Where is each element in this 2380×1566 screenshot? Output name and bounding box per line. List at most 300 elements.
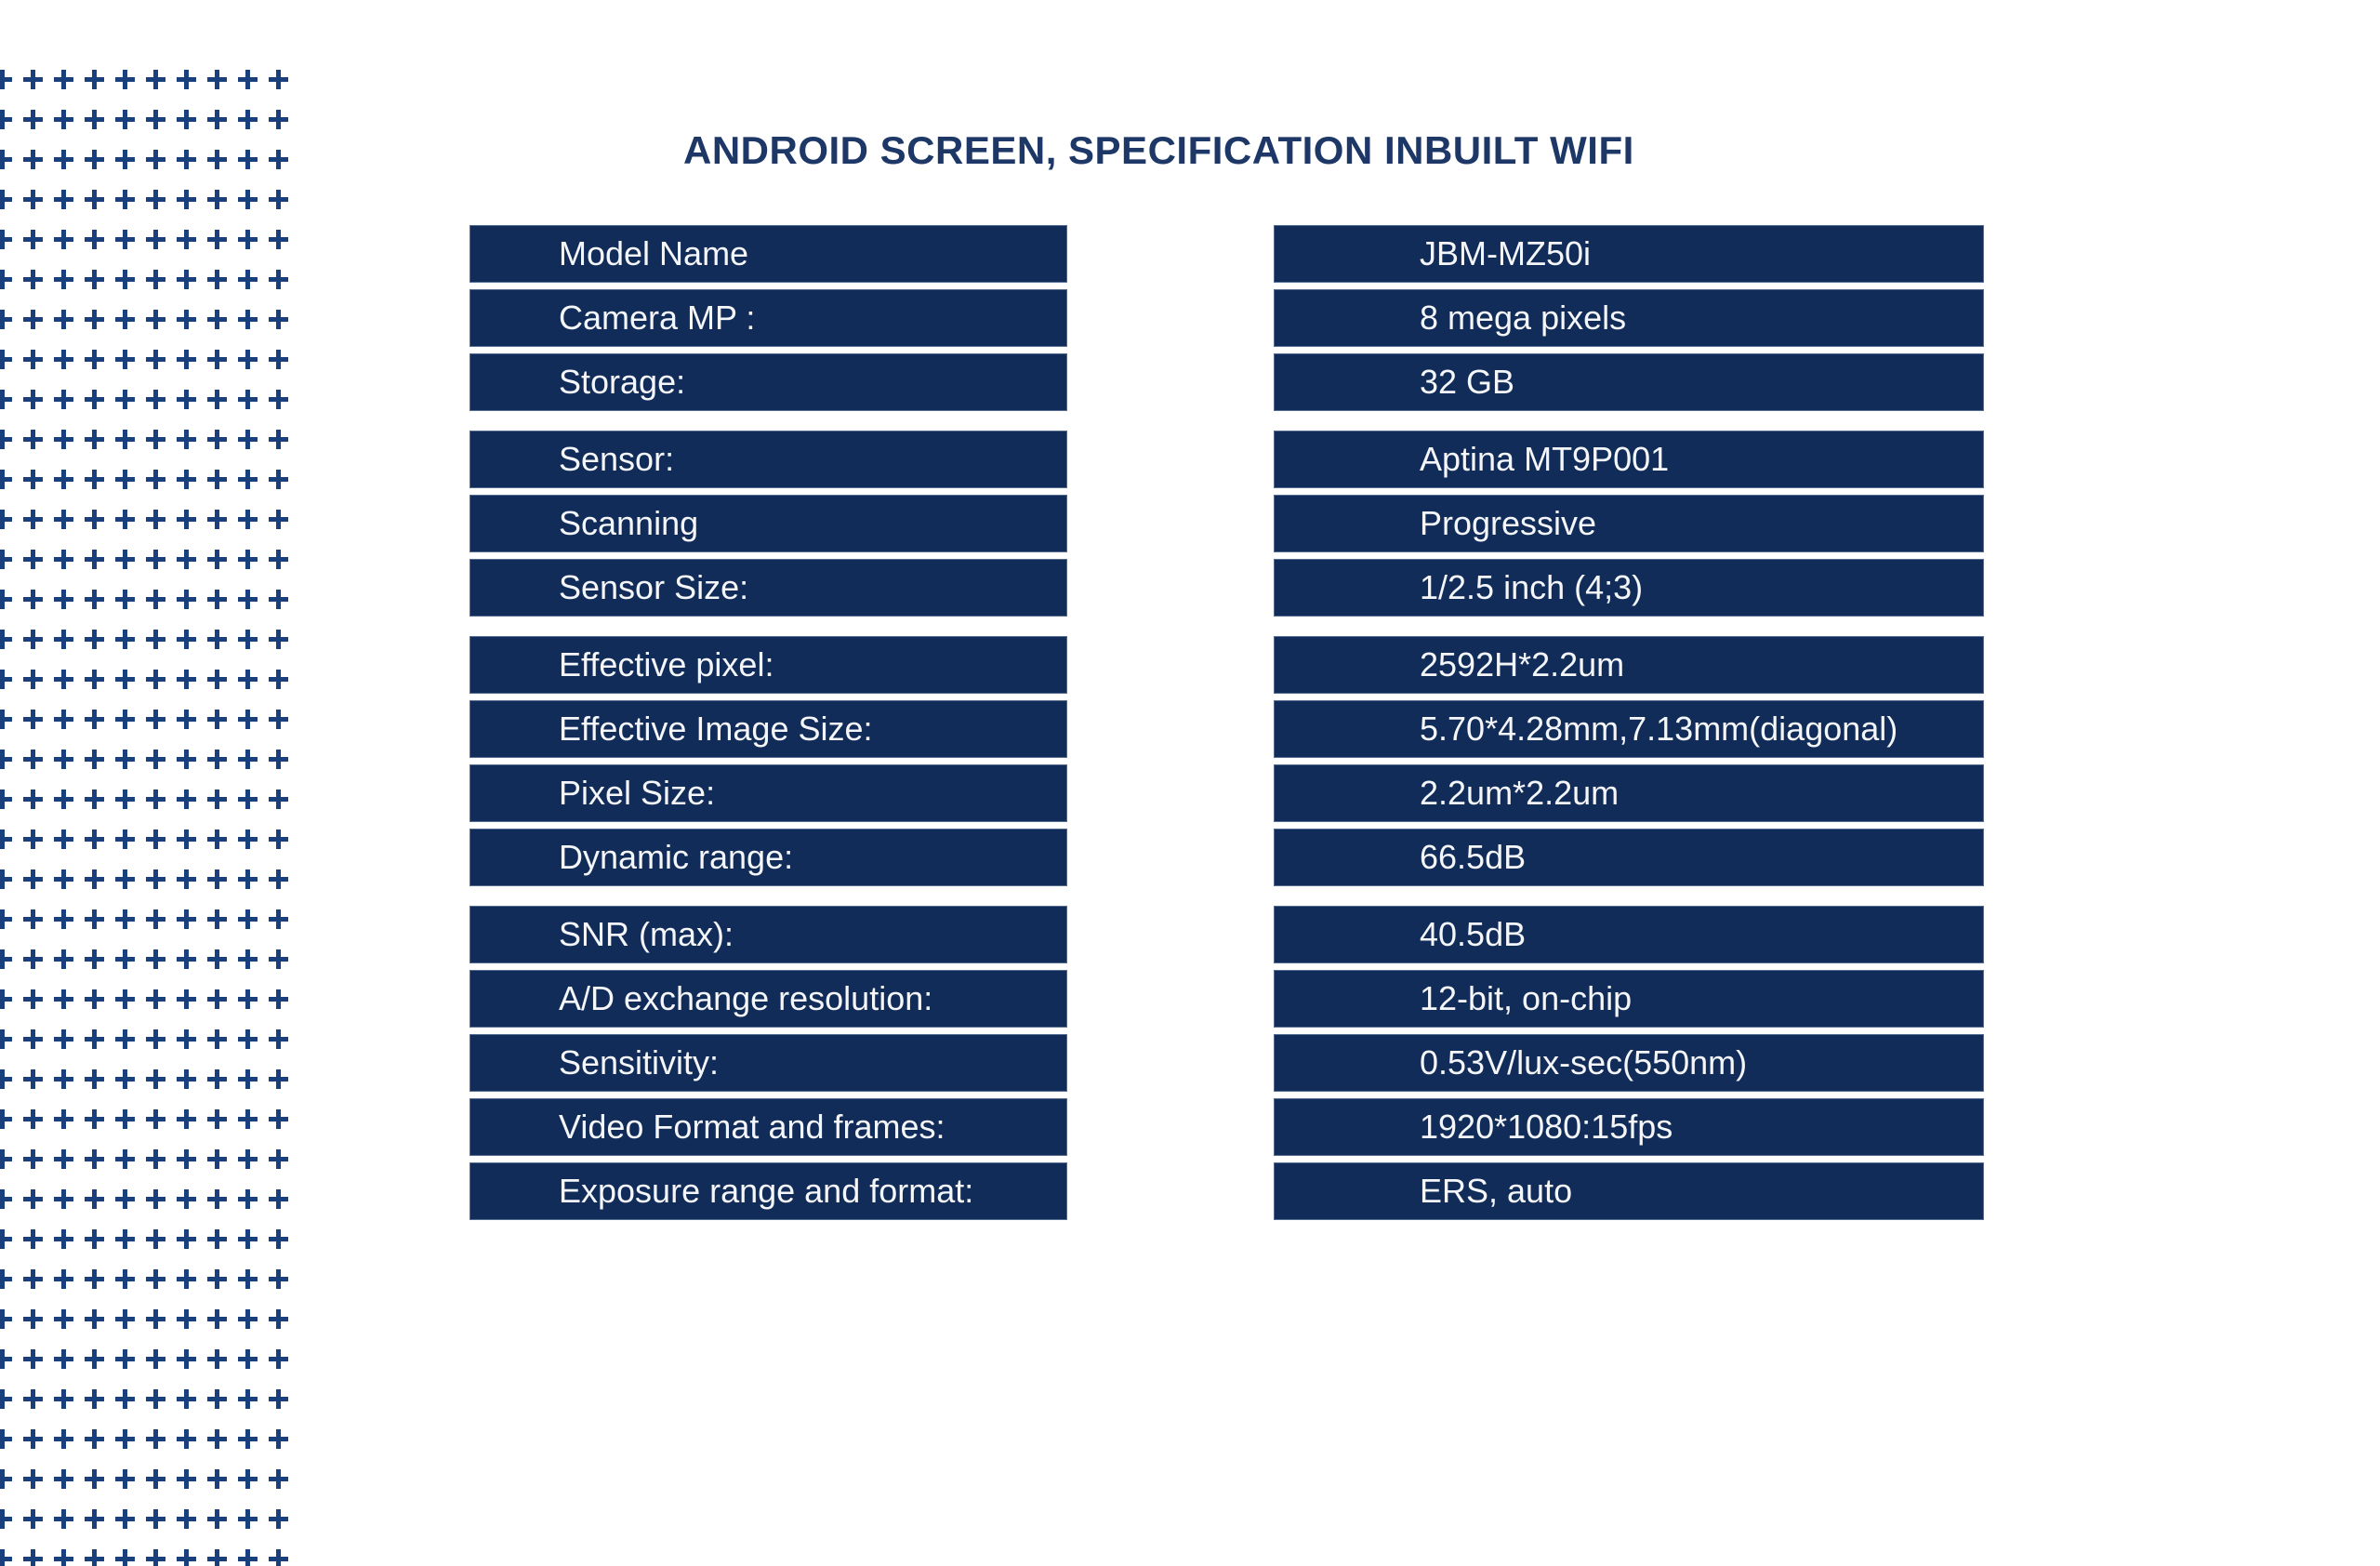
plus-icon	[54, 1469, 73, 1489]
plus-cell	[48, 939, 79, 979]
plus-icon	[115, 510, 135, 529]
plus-icon	[23, 1429, 43, 1449]
plus-icon	[23, 829, 43, 849]
plus-icon	[207, 1349, 227, 1369]
plus-icon	[23, 1029, 43, 1049]
plus-cell	[0, 379, 18, 419]
plus-cell	[110, 1499, 140, 1539]
plus-cell	[18, 779, 48, 819]
plus-icon	[269, 1509, 288, 1529]
plus-cell	[140, 1419, 171, 1459]
plus-cell	[79, 259, 110, 299]
plus-icon	[146, 350, 165, 369]
plus-icon	[115, 1549, 135, 1566]
plus-icon	[146, 989, 165, 1009]
plus-cell	[202, 579, 232, 619]
plus-cell	[232, 1379, 263, 1419]
plus-cell	[48, 579, 79, 619]
plus-cell	[48, 219, 79, 259]
plus-icon	[269, 590, 288, 609]
plus-icon	[146, 230, 165, 249]
plus-cell	[171, 1299, 202, 1339]
plus-cell	[110, 739, 140, 779]
plus-cell	[232, 100, 263, 139]
plus-icon	[0, 1069, 12, 1089]
plus-cell	[0, 1139, 18, 1179]
plus-icon	[0, 70, 12, 89]
plus-cell	[0, 819, 18, 859]
plus-icon	[207, 1309, 227, 1329]
plus-cell	[202, 539, 232, 579]
plus-icon	[54, 230, 73, 249]
plus-icon	[115, 670, 135, 689]
plus-icon	[54, 1189, 73, 1209]
plus-icon	[177, 1469, 196, 1489]
plus-icon	[238, 670, 258, 689]
spec-value: 5.70*4.28mm,7.13mm(diagonal)	[1274, 700, 1984, 758]
plus-icon	[269, 790, 288, 809]
plus-icon	[238, 230, 258, 249]
plus-icon	[85, 630, 104, 649]
plus-cell	[18, 419, 48, 459]
plus-cell	[79, 1259, 110, 1299]
plus-icon	[238, 909, 258, 929]
spec-value: Progressive	[1274, 495, 1984, 552]
plus-cell	[18, 859, 48, 899]
plus-cell	[0, 1499, 18, 1539]
plus-icon	[85, 1269, 104, 1289]
plus-cell	[140, 379, 171, 419]
plus-icon	[177, 1069, 196, 1089]
plus-icon	[85, 230, 104, 249]
plus-cell	[202, 779, 232, 819]
plus-icon	[85, 550, 104, 569]
plus-cell	[202, 1059, 232, 1099]
plus-icon	[238, 70, 258, 89]
plus-cell	[263, 1299, 294, 1339]
plus-cell	[0, 659, 18, 699]
page-title: ANDROID SCREEN, SPECIFICATION INBUILT WIFI	[683, 128, 1634, 172]
plus-cell	[202, 1419, 232, 1459]
plus-cell	[48, 419, 79, 459]
plus-cell	[202, 179, 232, 219]
plus-icon	[115, 270, 135, 289]
plus-cell	[48, 1459, 79, 1499]
plus-icon	[238, 1389, 258, 1409]
plus-icon	[269, 1229, 288, 1249]
plus-cell	[18, 1219, 48, 1259]
plus-icon	[115, 1269, 135, 1289]
plus-cell	[171, 859, 202, 899]
plus-cell	[79, 1339, 110, 1379]
plus-icon	[54, 310, 73, 329]
plus-cell	[18, 299, 48, 339]
plus-cell	[0, 1259, 18, 1299]
plus-icon	[177, 630, 196, 649]
plus-cell	[232, 1019, 263, 1059]
plus-cell	[171, 100, 202, 139]
plus-icon	[54, 1229, 73, 1249]
plus-cell	[48, 179, 79, 219]
plus-cell	[110, 299, 140, 339]
plus-icon	[85, 1189, 104, 1209]
plus-cell	[263, 1459, 294, 1499]
plus-cell	[18, 1059, 48, 1099]
plus-cell	[18, 60, 48, 100]
plus-icon	[269, 470, 288, 489]
plus-cell	[110, 100, 140, 139]
plus-cell	[202, 1299, 232, 1339]
plus-cell	[18, 219, 48, 259]
plus-icon	[115, 190, 135, 209]
plus-icon	[115, 1429, 135, 1449]
plus-cell	[171, 579, 202, 619]
plus-icon	[146, 310, 165, 329]
plus-icon	[146, 1229, 165, 1249]
plus-icon	[238, 1509, 258, 1529]
plus-icon	[269, 1029, 288, 1049]
plus-cell	[263, 1099, 294, 1139]
plus-cell	[0, 219, 18, 259]
plus-cell	[79, 1139, 110, 1179]
plus-icon	[0, 270, 12, 289]
plus-icon	[0, 1149, 12, 1169]
plus-cell	[202, 1219, 232, 1259]
plus-icon	[238, 1189, 258, 1209]
plus-cell	[232, 859, 263, 899]
plus-cell	[232, 1539, 263, 1566]
plus-cell	[171, 899, 202, 939]
plus-icon	[146, 1109, 165, 1129]
plus-icon	[177, 1309, 196, 1329]
plus-cell	[110, 579, 140, 619]
plus-icon	[146, 590, 165, 609]
plus-icon	[207, 750, 227, 769]
plus-cell	[18, 1459, 48, 1499]
plus-cell	[79, 1379, 110, 1419]
plus-cell	[232, 1499, 263, 1539]
plus-cell	[263, 1379, 294, 1419]
plus-cell	[202, 619, 232, 659]
plus-icon	[115, 1389, 135, 1409]
plus-cell	[263, 819, 294, 859]
plus-icon	[85, 350, 104, 369]
plus-cell	[232, 1139, 263, 1179]
plus-cell	[232, 579, 263, 619]
plus-cell	[0, 699, 18, 739]
plus-icon	[23, 390, 43, 409]
plus-icon	[177, 150, 196, 169]
plus-icon	[23, 150, 43, 169]
plus-cell	[171, 1499, 202, 1539]
plus-cell	[48, 1019, 79, 1059]
plus-cell	[171, 1459, 202, 1499]
plus-icon	[85, 1309, 104, 1329]
plus-cell	[232, 1259, 263, 1299]
plus-cell	[171, 1539, 202, 1566]
plus-cell	[110, 1139, 140, 1179]
plus-cell	[202, 499, 232, 539]
plus-cell	[18, 259, 48, 299]
plus-cell	[140, 259, 171, 299]
plus-icon	[269, 750, 288, 769]
plus-cell	[48, 1179, 79, 1219]
plus-cell	[79, 779, 110, 819]
plus-icon	[146, 390, 165, 409]
spec-value: 12-bit, on-chip	[1274, 970, 1984, 1028]
plus-cell	[79, 1459, 110, 1499]
plus-cell	[0, 179, 18, 219]
plus-cell	[140, 299, 171, 339]
plus-cell	[79, 1179, 110, 1219]
plus-cell	[202, 1459, 232, 1499]
plus-cell	[18, 1019, 48, 1059]
plus-cell	[171, 459, 202, 499]
plus-icon	[85, 1029, 104, 1049]
plus-cell	[263, 259, 294, 299]
plus-icon	[115, 949, 135, 969]
plus-icon	[115, 110, 135, 129]
plus-cell	[171, 1139, 202, 1179]
plus-icon	[238, 470, 258, 489]
spec-value: 32 GB	[1274, 353, 1984, 411]
plus-icon	[54, 150, 73, 169]
plus-icon	[238, 510, 258, 529]
plus-cell	[232, 1419, 263, 1459]
plus-cell	[110, 659, 140, 699]
plus-icon	[269, 550, 288, 569]
plus-cell	[140, 219, 171, 259]
plus-cell	[232, 939, 263, 979]
plus-cell	[79, 100, 110, 139]
plus-cell	[171, 1179, 202, 1219]
plus-icon	[115, 1509, 135, 1529]
plus-cell	[202, 1339, 232, 1379]
plus-cell	[232, 259, 263, 299]
plus-cell	[48, 619, 79, 659]
plus-icon	[238, 1109, 258, 1129]
plus-icon	[238, 949, 258, 969]
plus-cell	[79, 539, 110, 579]
plus-icon	[146, 1509, 165, 1529]
plus-icon	[146, 750, 165, 769]
plus-icon	[207, 1069, 227, 1089]
plus-icon	[177, 310, 196, 329]
plus-icon	[146, 1429, 165, 1449]
plus-icon	[0, 790, 12, 809]
plus-icon	[115, 1029, 135, 1049]
plus-icon	[269, 829, 288, 849]
plus-cell	[110, 1219, 140, 1259]
plus-cell	[48, 139, 79, 179]
plus-cell	[202, 739, 232, 779]
plus-cell	[0, 1179, 18, 1219]
plus-icon	[207, 430, 227, 449]
plus-cell	[0, 899, 18, 939]
plus-cell	[263, 699, 294, 739]
plus-icon	[23, 550, 43, 569]
plus-cell	[0, 1459, 18, 1499]
plus-cell	[171, 179, 202, 219]
plus-icon	[23, 989, 43, 1009]
plus-cell	[202, 859, 232, 899]
plus-icon	[23, 470, 43, 489]
plus-cell	[0, 139, 18, 179]
plus-cell	[18, 459, 48, 499]
plus-cell	[202, 659, 232, 699]
plus-cell	[140, 459, 171, 499]
plus-icon	[0, 869, 12, 889]
plus-pattern	[0, 60, 294, 1566]
plus-cell	[48, 1139, 79, 1179]
plus-icon	[0, 670, 12, 689]
plus-cell	[18, 579, 48, 619]
plus-icon	[0, 1509, 12, 1529]
plus-icon	[54, 470, 73, 489]
plus-icon	[54, 1029, 73, 1049]
plus-cell	[79, 859, 110, 899]
plus-cell	[18, 659, 48, 699]
plus-icon	[85, 1549, 104, 1566]
plus-icon	[207, 790, 227, 809]
plus-icon	[177, 590, 196, 609]
plus-cell	[232, 1219, 263, 1259]
plus-cell	[0, 299, 18, 339]
plus-icon	[23, 310, 43, 329]
plus-icon	[146, 949, 165, 969]
plus-cell	[79, 1019, 110, 1059]
plus-cell	[171, 539, 202, 579]
plus-cell	[79, 899, 110, 939]
plus-cell	[0, 1299, 18, 1339]
plus-icon	[54, 829, 73, 849]
plus-icon	[207, 110, 227, 129]
plus-cell	[0, 739, 18, 779]
plus-cell	[140, 139, 171, 179]
plus-icon	[0, 110, 12, 129]
plus-cell	[140, 619, 171, 659]
plus-icon	[0, 470, 12, 489]
plus-icon	[115, 750, 135, 769]
plus-icon	[23, 350, 43, 369]
spec-label: Camera MP :	[469, 289, 1067, 347]
plus-icon	[115, 550, 135, 569]
spec-label: Sensor Size:	[469, 559, 1067, 617]
plus-cell	[110, 539, 140, 579]
plus-cell	[263, 299, 294, 339]
plus-cell	[48, 1379, 79, 1419]
plus-cell	[171, 739, 202, 779]
plus-icon	[207, 869, 227, 889]
plus-icon	[177, 1029, 196, 1049]
plus-cell	[0, 459, 18, 499]
plus-cell	[140, 539, 171, 579]
plus-cell	[171, 1379, 202, 1419]
plus-cell	[140, 1059, 171, 1099]
plus-cell	[140, 419, 171, 459]
plus-cell	[263, 219, 294, 259]
plus-icon	[238, 1309, 258, 1329]
plus-icon	[85, 750, 104, 769]
plus-icon	[146, 1469, 165, 1489]
plus-cell	[202, 459, 232, 499]
plus-cell	[110, 1339, 140, 1379]
plus-cell	[18, 1339, 48, 1379]
spec-value: 2592H*2.2um	[1274, 636, 1984, 694]
plus-cell	[79, 1539, 110, 1566]
plus-cell	[263, 939, 294, 979]
plus-icon	[269, 1069, 288, 1089]
plus-cell	[110, 179, 140, 219]
plus-cell	[263, 419, 294, 459]
plus-icon	[54, 590, 73, 609]
plus-icon	[115, 1149, 135, 1169]
plus-cell	[263, 899, 294, 939]
plus-icon	[177, 1349, 196, 1369]
plus-cell	[140, 499, 171, 539]
plus-cell	[232, 1299, 263, 1339]
plus-cell	[0, 1419, 18, 1459]
plus-icon	[269, 1109, 288, 1129]
plus-icon	[177, 869, 196, 889]
plus-cell	[110, 419, 140, 459]
plus-cell	[18, 1419, 48, 1459]
plus-icon	[54, 390, 73, 409]
plus-cell	[110, 1539, 140, 1566]
plus-icon	[207, 590, 227, 609]
plus-cell	[48, 779, 79, 819]
plus-cell	[0, 979, 18, 1019]
plus-cell	[79, 659, 110, 699]
plus-icon	[177, 1189, 196, 1209]
plus-icon	[238, 110, 258, 129]
plus-icon	[269, 1469, 288, 1489]
plus-cell	[140, 779, 171, 819]
plus-cell	[110, 619, 140, 659]
plus-cell	[171, 499, 202, 539]
plus-cell	[263, 659, 294, 699]
plus-icon	[54, 270, 73, 289]
plus-icon	[85, 270, 104, 289]
plus-cell	[0, 259, 18, 299]
plus-icon	[269, 630, 288, 649]
plus-cell	[202, 259, 232, 299]
plus-icon	[207, 1429, 227, 1449]
plus-icon	[23, 270, 43, 289]
plus-cell	[232, 419, 263, 459]
plus-cell	[140, 659, 171, 699]
plus-icon	[0, 1269, 12, 1289]
plus-icon	[23, 670, 43, 689]
plus-cell	[202, 979, 232, 1019]
plus-icon	[269, 230, 288, 249]
plus-icon	[85, 829, 104, 849]
plus-cell	[140, 60, 171, 100]
plus-cell	[110, 459, 140, 499]
plus-icon	[54, 909, 73, 929]
plus-cell	[18, 139, 48, 179]
plus-cell	[263, 979, 294, 1019]
spec-label: A/D exchange resolution:	[469, 970, 1067, 1028]
plus-icon	[177, 1509, 196, 1529]
plus-cell	[171, 1339, 202, 1379]
plus-icon	[54, 750, 73, 769]
plus-cell	[202, 899, 232, 939]
plus-cell	[263, 779, 294, 819]
plus-cell	[140, 1179, 171, 1219]
plus-icon	[85, 1469, 104, 1489]
plus-icon	[85, 70, 104, 89]
